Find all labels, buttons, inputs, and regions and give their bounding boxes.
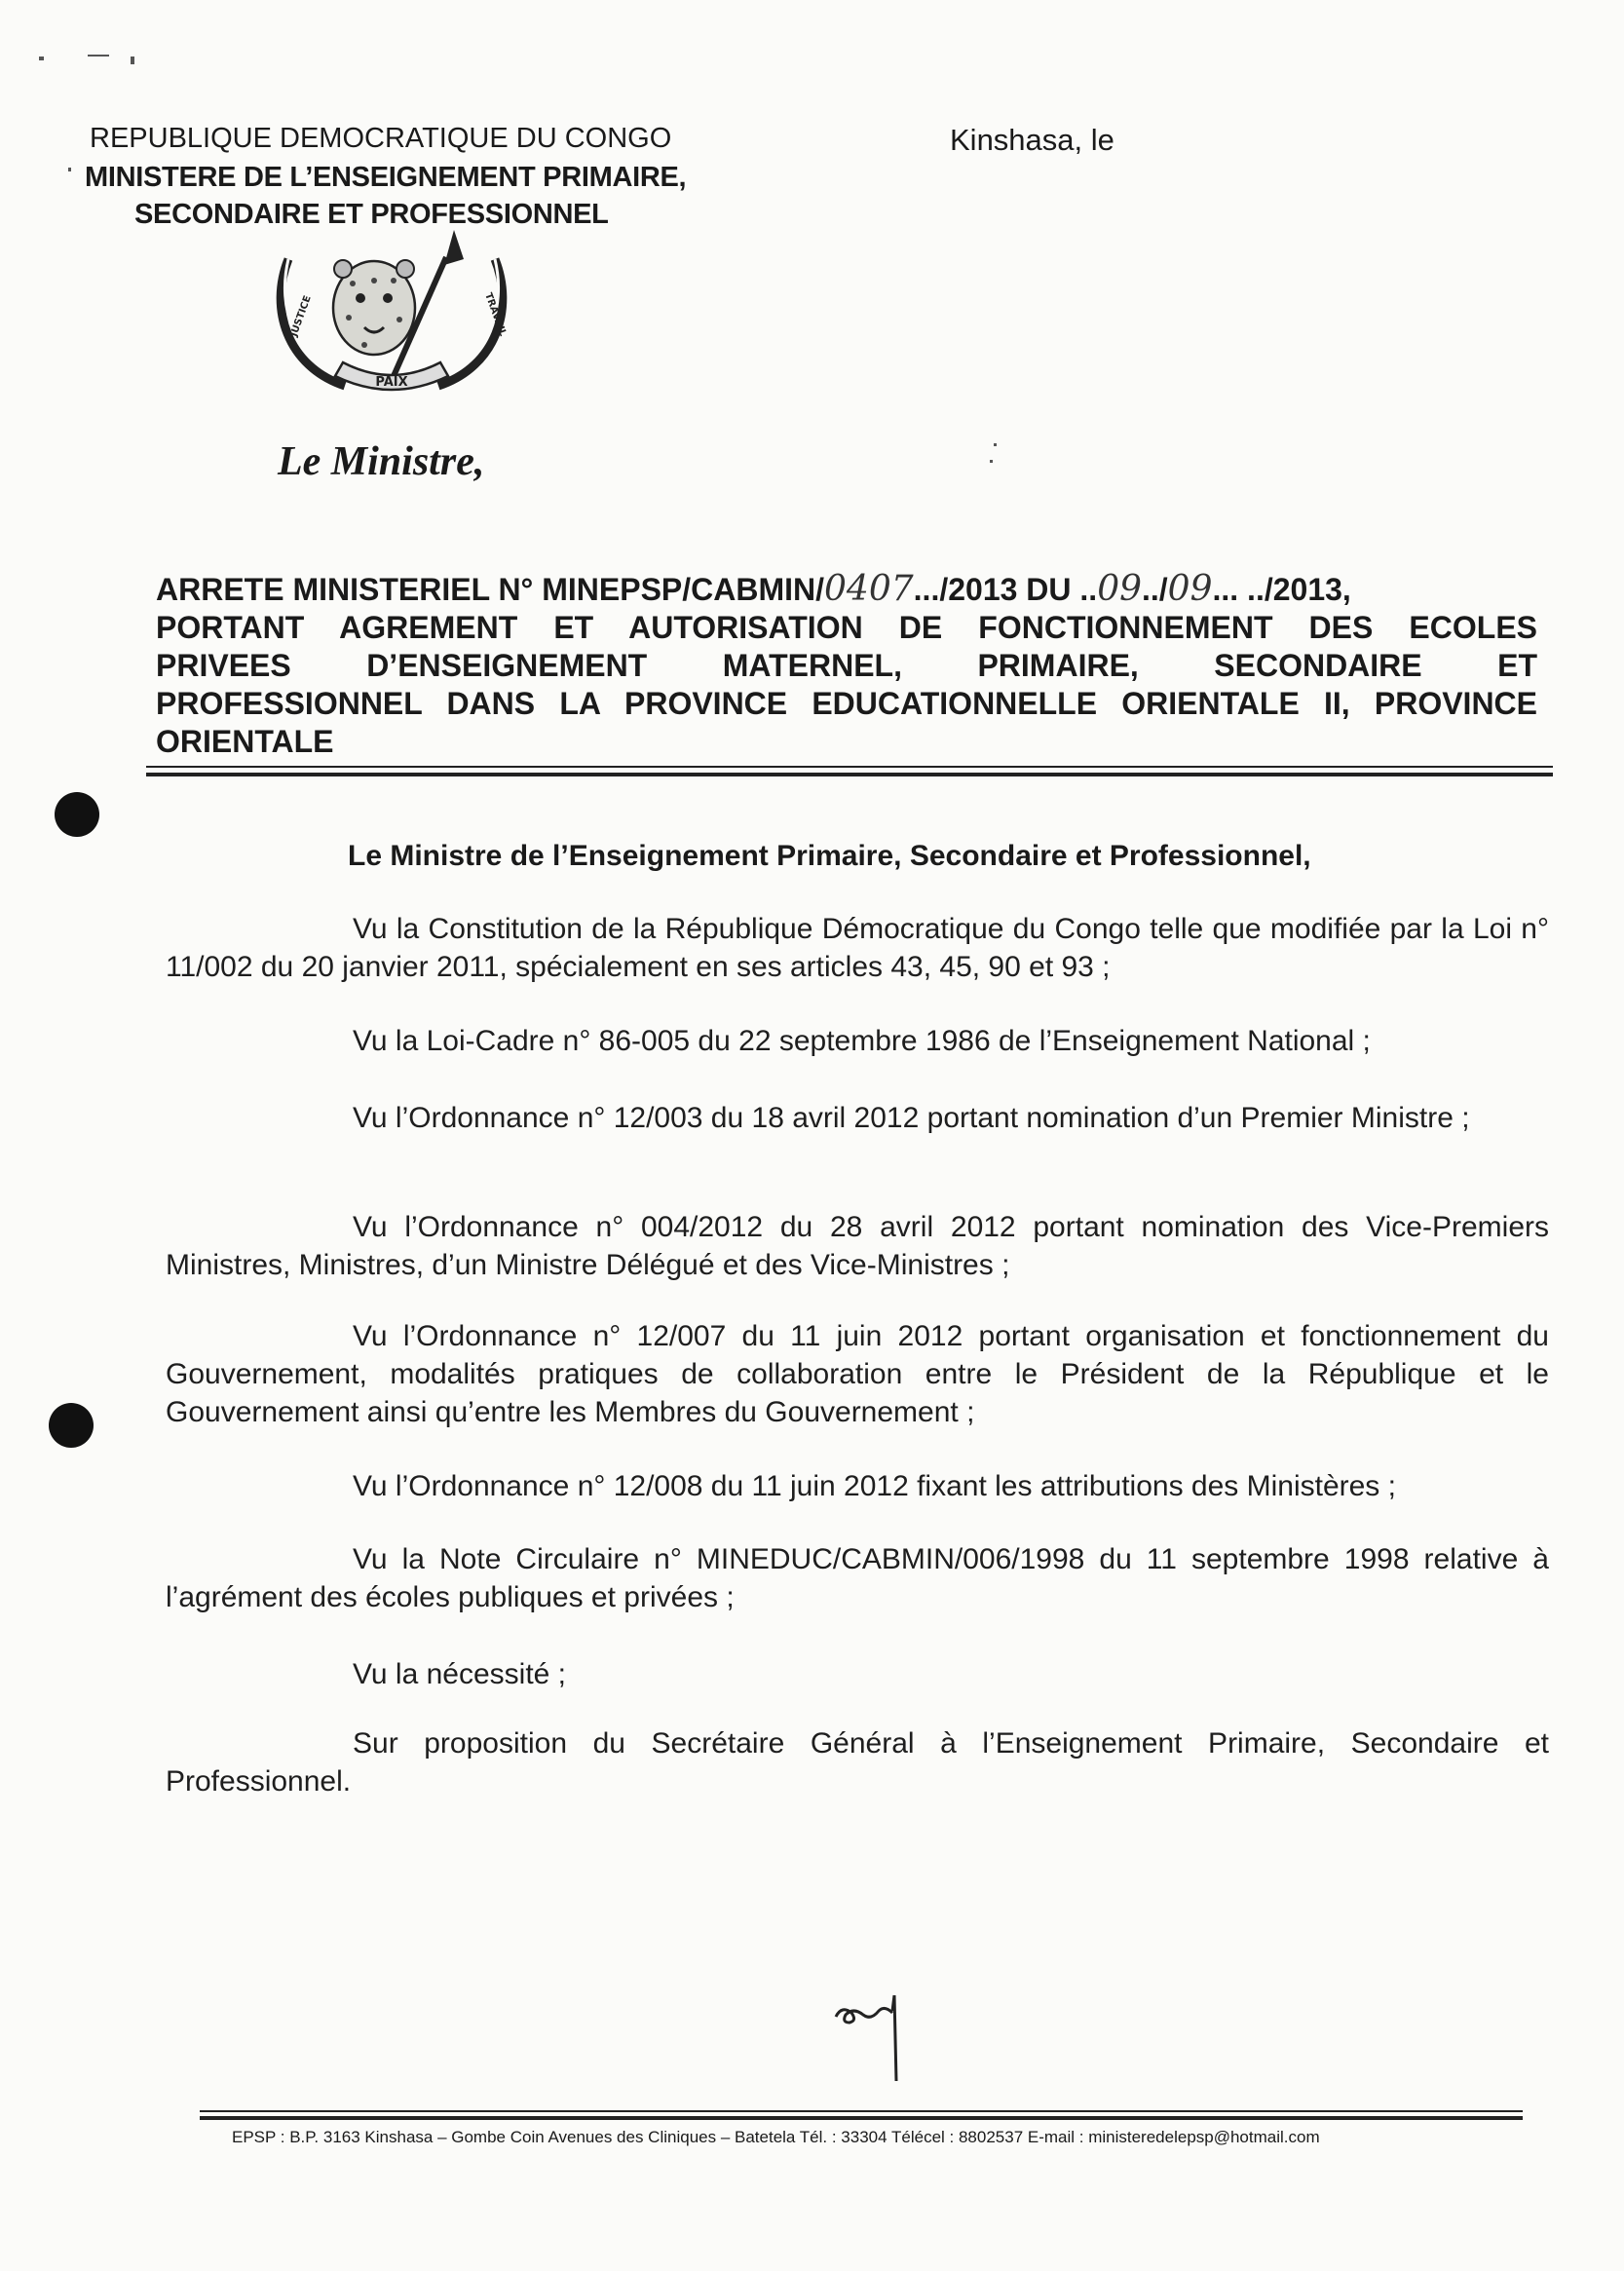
paragraph-text: Vu la Constitution de la République Démocratique du Congo telle que modifiée par la Loi n° 11/002 du 20 janvier 2011, spécialement en ses articles 43, 45, 90 et 93 ; bbox=[166, 913, 1549, 983]
decree-number-year: .../2013 DU .. bbox=[913, 572, 1098, 607]
paragraph-text: Vu la nécessité ; bbox=[353, 1658, 567, 1690]
footer-rule-thick bbox=[200, 2116, 1523, 2120]
paragraph-constitution bbox=[166, 910, 1549, 986]
footer-rule-thin bbox=[200, 2110, 1523, 2112]
decree-number-handwritten: 0407 bbox=[824, 569, 914, 609]
country-heading: REPUBLIQUE DEMOCRATIQUE DU CONGO bbox=[90, 123, 672, 154]
paragraph-ordonnance-premier-ministre bbox=[166, 1099, 1549, 1137]
punch-hole-mark bbox=[49, 1403, 94, 1448]
decree-title-line2: PORTANT AGREMENT ET AUTORISATION DE FONCTIONNEMENT DES ECOLES bbox=[156, 610, 1537, 645]
coat-of-arms-emblem bbox=[267, 230, 516, 407]
svg-text:TRAVAIL: TRAVAIL bbox=[482, 291, 509, 338]
paragraph-text: Vu la Loi-Cadre n° 86-005 du 22 septembre 1986 de l’Enseignement National ; bbox=[353, 1025, 1371, 1057]
handwritten-page-mark bbox=[828, 1987, 945, 2085]
decree-date-sep: ../ bbox=[1142, 572, 1168, 607]
decree-month-handwritten: 09 bbox=[1167, 569, 1213, 609]
paragraph-text: Sur proposition du Secrétaire Général à l’Enseignement Primaire, Secondaire et Professionnel. bbox=[166, 1727, 1549, 1798]
decree-title-line4: PROFESSIONNEL DANS LA PROVINCE EDUCATIONNELLE ORIENTALE II, PROVINCE bbox=[156, 686, 1537, 721]
svg-text:JUSTICE: JUSTICE bbox=[288, 294, 314, 339]
decree-date-year: ... ../2013, bbox=[1212, 572, 1351, 607]
paragraph-note-circulaire bbox=[166, 1540, 1549, 1616]
punch-hole-mark bbox=[55, 792, 99, 837]
decree-day-handwritten: 09 bbox=[1097, 569, 1142, 609]
ministry-heading-line1: MINISTERE DE L’ENSEIGNEMENT PRIMAIRE, bbox=[85, 162, 687, 193]
paragraph-text: Vu l’Ordonnance n° 12/008 du 11 juin 2012 fixant les attributions des Ministères ; bbox=[353, 1470, 1396, 1502]
paragraph-text: Vu l’Ordonnance n° 12/003 du 18 avril 2012 portant nomination d’un Premier Ministre ; bbox=[353, 1102, 1470, 1134]
scan-speck bbox=[88, 55, 109, 57]
paragraph-loi-cadre bbox=[166, 1022, 1549, 1060]
svg-text:PAIX: PAIX bbox=[375, 375, 408, 390]
minister-signatory: Le Ministre, bbox=[278, 439, 485, 484]
paragraph-ordonnance-gouvernement bbox=[166, 1317, 1549, 1431]
paragraph-text: Vu la Note Circulaire n° MINEDUC/CABMIN/006/1998 du 11 septembre 1998 relative à l’agrément des écoles publiques et privées ; bbox=[166, 1543, 1549, 1613]
intro-line: Le Ministre de l’Enseignement Primaire, Secondaire et Professionnel, bbox=[348, 840, 1311, 872]
initial-scribble-icon bbox=[828, 1987, 945, 2085]
paragraph-necessite bbox=[166, 1655, 1549, 1693]
paragraph-text: Vu l’Ordonnance n° 12/007 du 11 juin 2012 portant organisation et fonctionnement du Gouvernement, modalités pratiques de collaboration entre le Président de la République et le Gouvernement ainsi qu’entre les Membres du Gouvernement ; bbox=[166, 1320, 1549, 1428]
decree-title-line3: PRIVEES D’ENSEIGNEMENT MATERNEL, PRIMAIRE, SECONDAIRE ET bbox=[156, 648, 1537, 683]
scan-speck bbox=[131, 57, 134, 64]
paragraph-proposition bbox=[166, 1724, 1549, 1800]
paragraph-text: Vu l’Ordonnance n° 004/2012 du 28 avril 2012 portant nomination des Vice-Premiers Ministres, Ministres, d’un Ministre Délégué et des Vice-Ministres ; bbox=[166, 1211, 1549, 1281]
paragraph-ordonnance-vice-premiers bbox=[166, 1208, 1549, 1284]
title-rule-thick bbox=[146, 773, 1553, 776]
paragraph-ordonnance-attributions bbox=[166, 1467, 1549, 1505]
scan-speck bbox=[990, 460, 993, 463]
coat-of-arms-icon bbox=[267, 230, 516, 407]
decree-number-prefix: ARRETE MINISTERIEL N° MINEPSP/CABMIN/ bbox=[156, 572, 825, 607]
title-rule-thin bbox=[146, 766, 1553, 768]
decree-title-line1 bbox=[156, 570, 1537, 609]
footer-address: EPSP : B.P. 3163 Kinshasa – Gombe Coin Avenues des Cliniques – Batetela Tél. : 33304 Télécel : 8802537 E-mail : ministeredelepsp@hotmail.com bbox=[232, 2128, 1320, 2146]
scan-speck bbox=[39, 57, 44, 60]
ministry-heading-line2: SECONDAIRE ET PROFESSIONNEL bbox=[134, 199, 609, 230]
place-date-line: Kinshasa, le bbox=[950, 123, 1114, 157]
scan-speck bbox=[994, 443, 997, 446]
decree-title-line5: ORIENTALE bbox=[156, 724, 334, 759]
decree-title bbox=[156, 570, 1537, 761]
scan-speck bbox=[68, 168, 71, 171]
